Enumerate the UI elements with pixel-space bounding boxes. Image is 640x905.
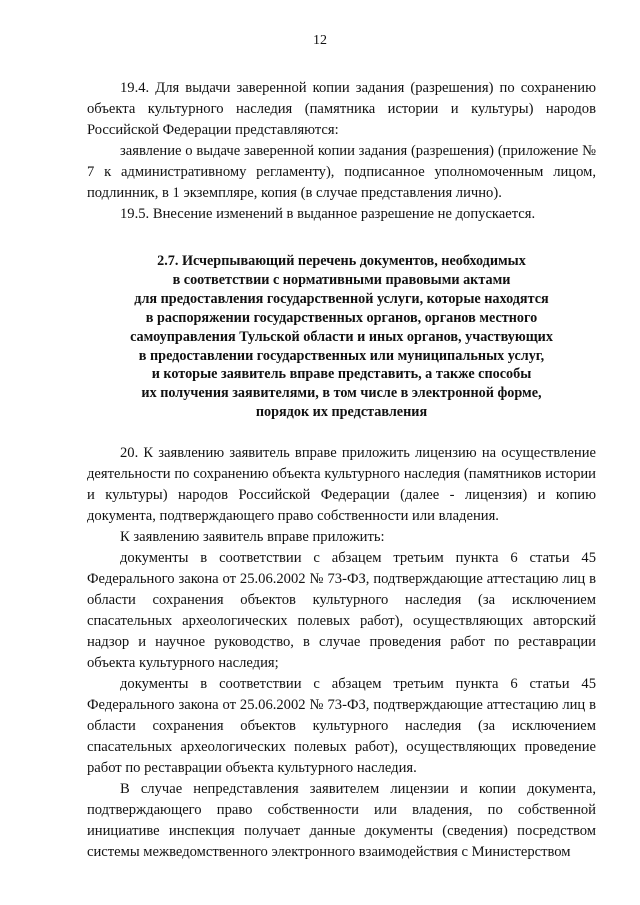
page-number: 12: [313, 33, 327, 48]
document-body: [87, 78, 596, 863]
heading-line: самоуправления Тульской области и иных органов, участвующих: [130, 328, 553, 345]
heading-line: 2.7. Исчерпывающий перечень документов, необходимых: [157, 253, 526, 269]
heading-line: для предоставления государственной услуги, которые находятся: [134, 290, 549, 307]
paragraph-may-attach: К заявлению заявитель вправе приложить:: [120, 529, 385, 546]
paragraph-documents-restoration: документы в соответствии с абзацем третьим пункта 6 статьи 45 Федерального закона от 25.06.2002 № 73-ФЗ, подтверждающие аттестацию лиц в области сохранения объектов культурного наследия (за исключением спасательных археологических полевых работ), осуществляющих проведение работ по реставрации объекта культурного наследия.: [87, 676, 596, 777]
heading-line: в распоряжении государственных органов, органов местного: [145, 309, 538, 326]
paragraph-non-submission: В случае непредставления заявителем лицензии и копии документа, подтверждающего право собственности или владения, по собственной инициативе инспекция получает данные документы (сведения) посредством системы межведомственного электронного взаимодействия с Министерством: [87, 781, 596, 861]
paragraph-19-4: 19.4. Для выдачи заверенной копии задания (разрешения) по сохранению объекта культурного наследия (памятника истории и культуры) народов Российской Федерации представляются:: [87, 80, 596, 138]
heading-line: в предоставлении государственных или муниципальных услуг,: [138, 347, 545, 364]
paragraph-documents-supervision: документы в соответствии с абзацем третьим пункта 6 статьи 45 Федерального закона от 25.06.2002 № 73-ФЗ, подтверждающие аттестацию лиц в области сохранения объектов культурного наследия (за исключением спасательных археологических полевых работ), осуществляющих авторский надзор и научное руководство, в случае проведения работ по реставрации объекта культурного наследия;: [87, 550, 596, 672]
section-spacer: [87, 422, 596, 443]
heading-line: в соответствии с нормативными правовыми актами: [172, 271, 511, 288]
paragraph-19-5: 19.5. Внесение изменений в выданное разрешение не допускается.: [120, 206, 536, 222]
paragraph-20: 20. К заявлению заявитель вправе приложить лицензию на осуществление деятельности по сохранению объекта культурного наследия (памятников истории и культуры) народов Российской Федерации (далее - лицензия) и копию документа, подтверждающего право собственности или владения.: [87, 445, 596, 525]
paragraph-application: заявление о выдаче заверенной копии задания (разрешения) (приложение № 7 к административному регламенту), подписанное уполномоченным лицом, подлинник, в 1 экземпляре, копия (в случае представления лично).: [87, 143, 596, 201]
heading-line: и которые заявитель вправе представить, а также способы: [151, 366, 532, 383]
section-heading-2-7: [87, 252, 596, 422]
heading-line: их получения заявителями, в том числе в электронной форме,: [141, 385, 542, 402]
heading-line: порядок их представления: [255, 404, 428, 421]
